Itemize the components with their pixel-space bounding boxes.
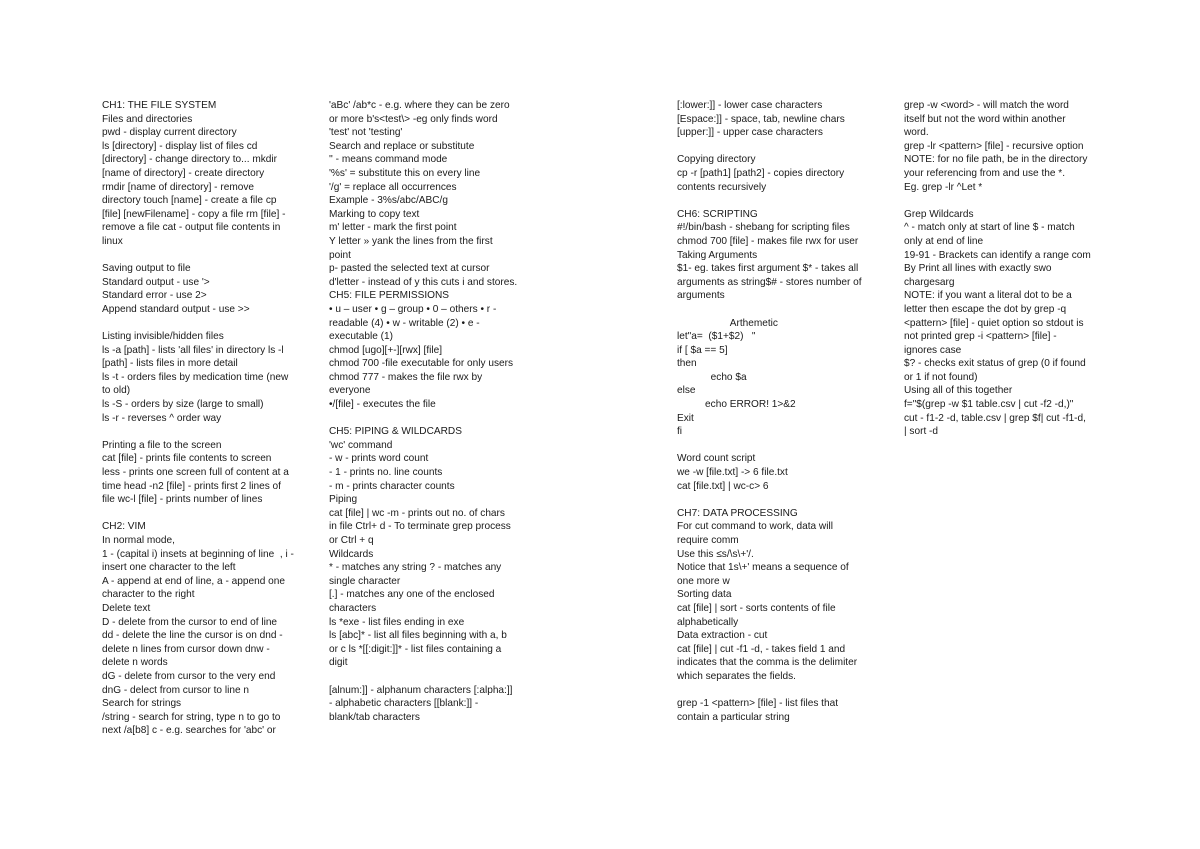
text-line: cp -r [path1] [path2] - copies directory [677,167,845,179]
text-line: blank/tab characters [329,711,420,723]
text-line: d'letter - instead of y this cuts i and stores. [329,276,518,288]
column-1 [102,99,302,738]
text-line: delete n words [102,657,168,669]
text-line: contents recursively [677,181,767,193]
text-line: in file Ctrl+ d - To terminate grep process [329,521,511,533]
text-line: $? - checks exit status of grep (0 if found [904,358,1086,370]
text-line: ls *exe - list files ending in exe [329,616,465,628]
text-line: contain a particular string [677,711,790,723]
text-line: next /a[b8] c - e.g. searches for 'abc' or [102,725,276,737]
text-line: time head -n2 [file] - prints first 2 lines of [102,480,281,492]
text-line: 'aBc' /ab*c - e.g. where they can be zero [329,100,510,111]
text-line: characters [329,602,377,614]
text-line: then [677,358,697,370]
text-line [329,670,529,684]
text-line: Delete text [102,602,151,614]
text-line: m' letter - mark the first point [329,222,457,234]
text-line: let"a= ($1+$2) " [677,331,756,343]
text-line: grep -w <word> - will match the word [904,100,1069,111]
text-line: dnG - delect from cursor to line n [102,684,249,696]
text-line [677,303,877,317]
column-4 [904,99,1104,439]
text-line: 'wc' command [329,439,393,451]
text-line: arguments [677,290,725,302]
text-line: '/g' = replace all occurrences [329,181,457,193]
text-line: Taking Arguments [677,249,758,261]
text-line: else [677,385,696,397]
text-line: 1 - (capital i) insets at beginning of line , i - [102,548,294,560]
text-line: Y letter » yank the lines from the first [329,235,493,247]
text-line: cat [file.txt] | wc-c> 6 [677,480,769,492]
text-line: Notice that 1s\+' means a sequence of [677,562,849,574]
text-line: Printing a file to the screen [102,439,222,451]
text-line: one more w [677,575,730,587]
text-line [102,249,302,263]
text-line [677,684,877,698]
text-line: [Espace:]] - space, tab, newline chars [677,113,845,125]
text-line: only at end of line [904,235,984,247]
text-line: ls -t - orders files by medication time (new [102,371,289,383]
text-line: Arthemetic [677,317,778,329]
text-line: f="$(grep -w $1 table.csv | cut -f2 -d,)" [904,399,1074,411]
column-2 [329,99,529,724]
text-line: fi [677,426,683,438]
text-line [677,140,877,154]
text-line: #!/bin/bash - shebang for scripting files [677,222,850,234]
text-line: echo $a [677,371,747,383]
text-line: - w - prints word count [329,453,429,465]
text-line: [name of directory] - create directory [102,167,265,179]
text-line: [file] [newFilename] - copy a file rm [file] - [102,208,286,220]
text-line: '%s' = substitute this on every line [329,167,481,179]
text-line: cat [file] | cut -f1 -d, - takes field 1 and [677,643,846,655]
text-line: Standard error - use 2> [102,290,207,302]
text-line: ls [directory] - display list of files cd [102,140,258,152]
text-line: •/[file] - executes the file [329,399,436,411]
text-line: or Ctrl + q [329,535,374,546]
text-line [677,439,877,453]
text-line: cut - f1-2 -d, table.csv | grep $f| cut -f1-d, [904,412,1086,424]
text-line: Saving output to file [102,263,191,275]
text-line: echo ERROR! 1>&2 [677,399,796,411]
text-line [102,507,302,521]
text-line: readable (4) • w - writable (2) • e - [329,317,480,329]
text-line: to old) [102,385,131,397]
text-line: or more b's<test\> -eg only finds word [329,113,498,125]
text-line: Copying directory [677,154,756,166]
text-line: ls -a [path] - lists 'all files' in directory ls -l [102,344,284,356]
text-line: p- pasted the selected text at cursor [329,263,490,275]
text-line: directory touch [name] - create a file cp [102,195,277,207]
text-line: ls [abc]* - list all files beginning with a, b [329,630,507,642]
text-line: ^ - match only at start of line $ - match [904,222,1075,234]
text-line: [directory] - change directory to... mkdir [102,154,278,166]
text-line: or c ls *[[:digit:]]* - list files containing a [329,643,502,655]
text-line: pwd - display current directory [102,127,237,139]
text-line: everyone [329,385,371,397]
text-line: Use this ≤s/\s\+'/. [677,548,754,560]
text-line: digit [329,657,348,669]
text-line: ls -r - reverses ^ order way [102,412,222,424]
text-line: require comm [677,535,739,546]
text-line: Sorting data [677,589,732,601]
text-line: alphabetically [677,616,739,628]
text-line: indicates that the comma is the delimiter [677,657,858,669]
text-line: NOTE: for no file path, be in the directory [904,154,1088,166]
text-line: chargesarg [904,276,955,288]
text-line: linux [102,235,123,247]
text-line: Standard output - use '> [102,276,210,288]
text-line: CH2: VIM [102,521,146,533]
text-line: remove a file cat - output file contents in [102,222,281,234]
text-line: [:lower:]] - lower case characters [677,100,823,111]
text-line: Word count script [677,453,756,465]
text-line: character to the right [102,589,195,601]
text-line: Append standard output - use >> [102,303,250,315]
text-line: letter then escape the dot by grep -q [904,303,1067,315]
text-line: if [ $a == 5] [677,344,728,356]
text-line: single character [329,575,401,587]
text-line: $1- eg. takes first argument $* - takes all [677,263,859,275]
text-line: Search for strings [102,698,182,710]
text-line: - 1 - prints no. line counts [329,467,443,479]
text-line: arguments as string$# - stores number of [677,276,862,288]
text-line: /string - search for string, type n to go to [102,711,281,723]
text-line: dd - delete the line the cursor is on dnd - [102,630,283,642]
text-line: 19-91 - Brackets can identify a range com [904,249,1091,261]
text-line: we -w [file.txt] -> 6 file.txt [677,467,788,479]
text-line: CH7: DATA PROCESSING [677,507,798,519]
text-line: CH5: PIPING & WILDCARDS [329,426,462,438]
text-line: less - prints one screen full of content at a [102,467,289,479]
text-line [329,412,529,426]
text-line: ignores case [904,344,962,356]
text-line: Example - 3%s/abc/ABC/g [329,195,448,207]
text-line [102,425,302,439]
text-line: Marking to copy text [329,208,420,220]
text-line: Grep Wildcards [904,208,974,220]
text-line: [alnum:]] - alphanum characters [:alpha:]] [329,684,513,696]
text-line: A - append at end of line, a - append one [102,575,285,587]
text-line [677,493,877,507]
text-line: CH6: SCRIPTING [677,208,758,220]
text-line: By Print all lines with exactly swo [904,263,1052,275]
text-line: rmdir [name of directory] - remove [102,181,255,193]
text-line: cat [file] | sort - sorts contents of file [677,602,836,614]
text-line: Files and directories [102,113,193,125]
text-line: Wildcards [329,548,374,560]
text-line: In normal mode, [102,535,175,546]
text-line [904,194,1104,208]
text-line: dG - delete from cursor to the very end [102,670,276,682]
text-line: your referencing from and use the *. [904,167,1066,179]
text-line: D - delete from the cursor to end of line [102,616,278,628]
text-line: * - matches any string ? - matches any [329,562,502,574]
text-line: • u – user • g – group • 0 – others • r - [329,303,497,315]
text-line: itself but not the word within another [904,113,1066,125]
text-line: 'test' not 'testing' [329,127,403,139]
text-line: Piping [329,494,358,506]
text-line: [upper:]] - upper case characters [677,127,823,139]
text-line: grep -1 <pattern> [file] - list files that [677,698,839,710]
text-line: chmod [ugo][+-][rwx] [file] [329,344,443,356]
text-line: Data extraction - cut [677,630,768,642]
text-line: For cut command to work, data will [677,521,833,533]
text-line: Eg. grep -lr ^Let * [904,181,983,193]
text-line: file wc-l [file] - prints number of lines [102,494,263,506]
text-line: CH1: THE FILE SYSTEM [102,100,217,111]
text-line: point [329,249,351,261]
text-line: Search and replace or substitute [329,140,475,152]
text-line: chmod 777 - makes the file rwx by [329,371,483,383]
text-line: <pattern> [file] - quiet option so stdout is [904,317,1084,329]
text-line: cat [file] | wc -m - prints out no. of chars [329,507,505,519]
text-line: grep -lr <pattern> [file] - recursive option [904,140,1084,152]
text-line: chmod 700 [file] - makes file rwx for user [677,235,859,247]
text-line: [path] - lists files in more detail [102,358,238,370]
text-line: - alphabetic characters [[blank:]] - [329,698,479,710]
text-line: NOTE: if you want a literal dot to be a [904,290,1072,302]
text-line [102,317,302,331]
text-line [677,194,877,208]
text-line: Listing invisible/hidden files [102,331,224,343]
text-line: or 1 if not found) [904,371,978,383]
text-line: delete n lines from cursor down dnw - [102,643,270,655]
text-line: word. [904,127,929,139]
text-line: insert one character to the left [102,562,236,574]
text-line: [.] - matches any one of the enclosed [329,589,495,601]
text-line: Using all of this together [904,385,1013,397]
text-line: executable (1) [329,331,393,343]
text-line: chmod 700 -file executable for only users [329,358,514,370]
column-3 [677,99,877,724]
text-line: CH5: FILE PERMISSIONS [329,290,450,302]
text-line: ls -S - orders by size (large to small) [102,399,264,411]
text-line: cat [file] - prints file contents to screen [102,453,272,465]
text-line: '' - means command mode [329,154,448,166]
text-line: Exit [677,412,694,424]
text-line: not printed grep -i <pattern> [file] - [904,331,1057,343]
text-line: | sort -d [904,426,939,438]
text-line: - m - prints character counts [329,480,455,492]
text-line: which separates the fields. [677,670,796,682]
